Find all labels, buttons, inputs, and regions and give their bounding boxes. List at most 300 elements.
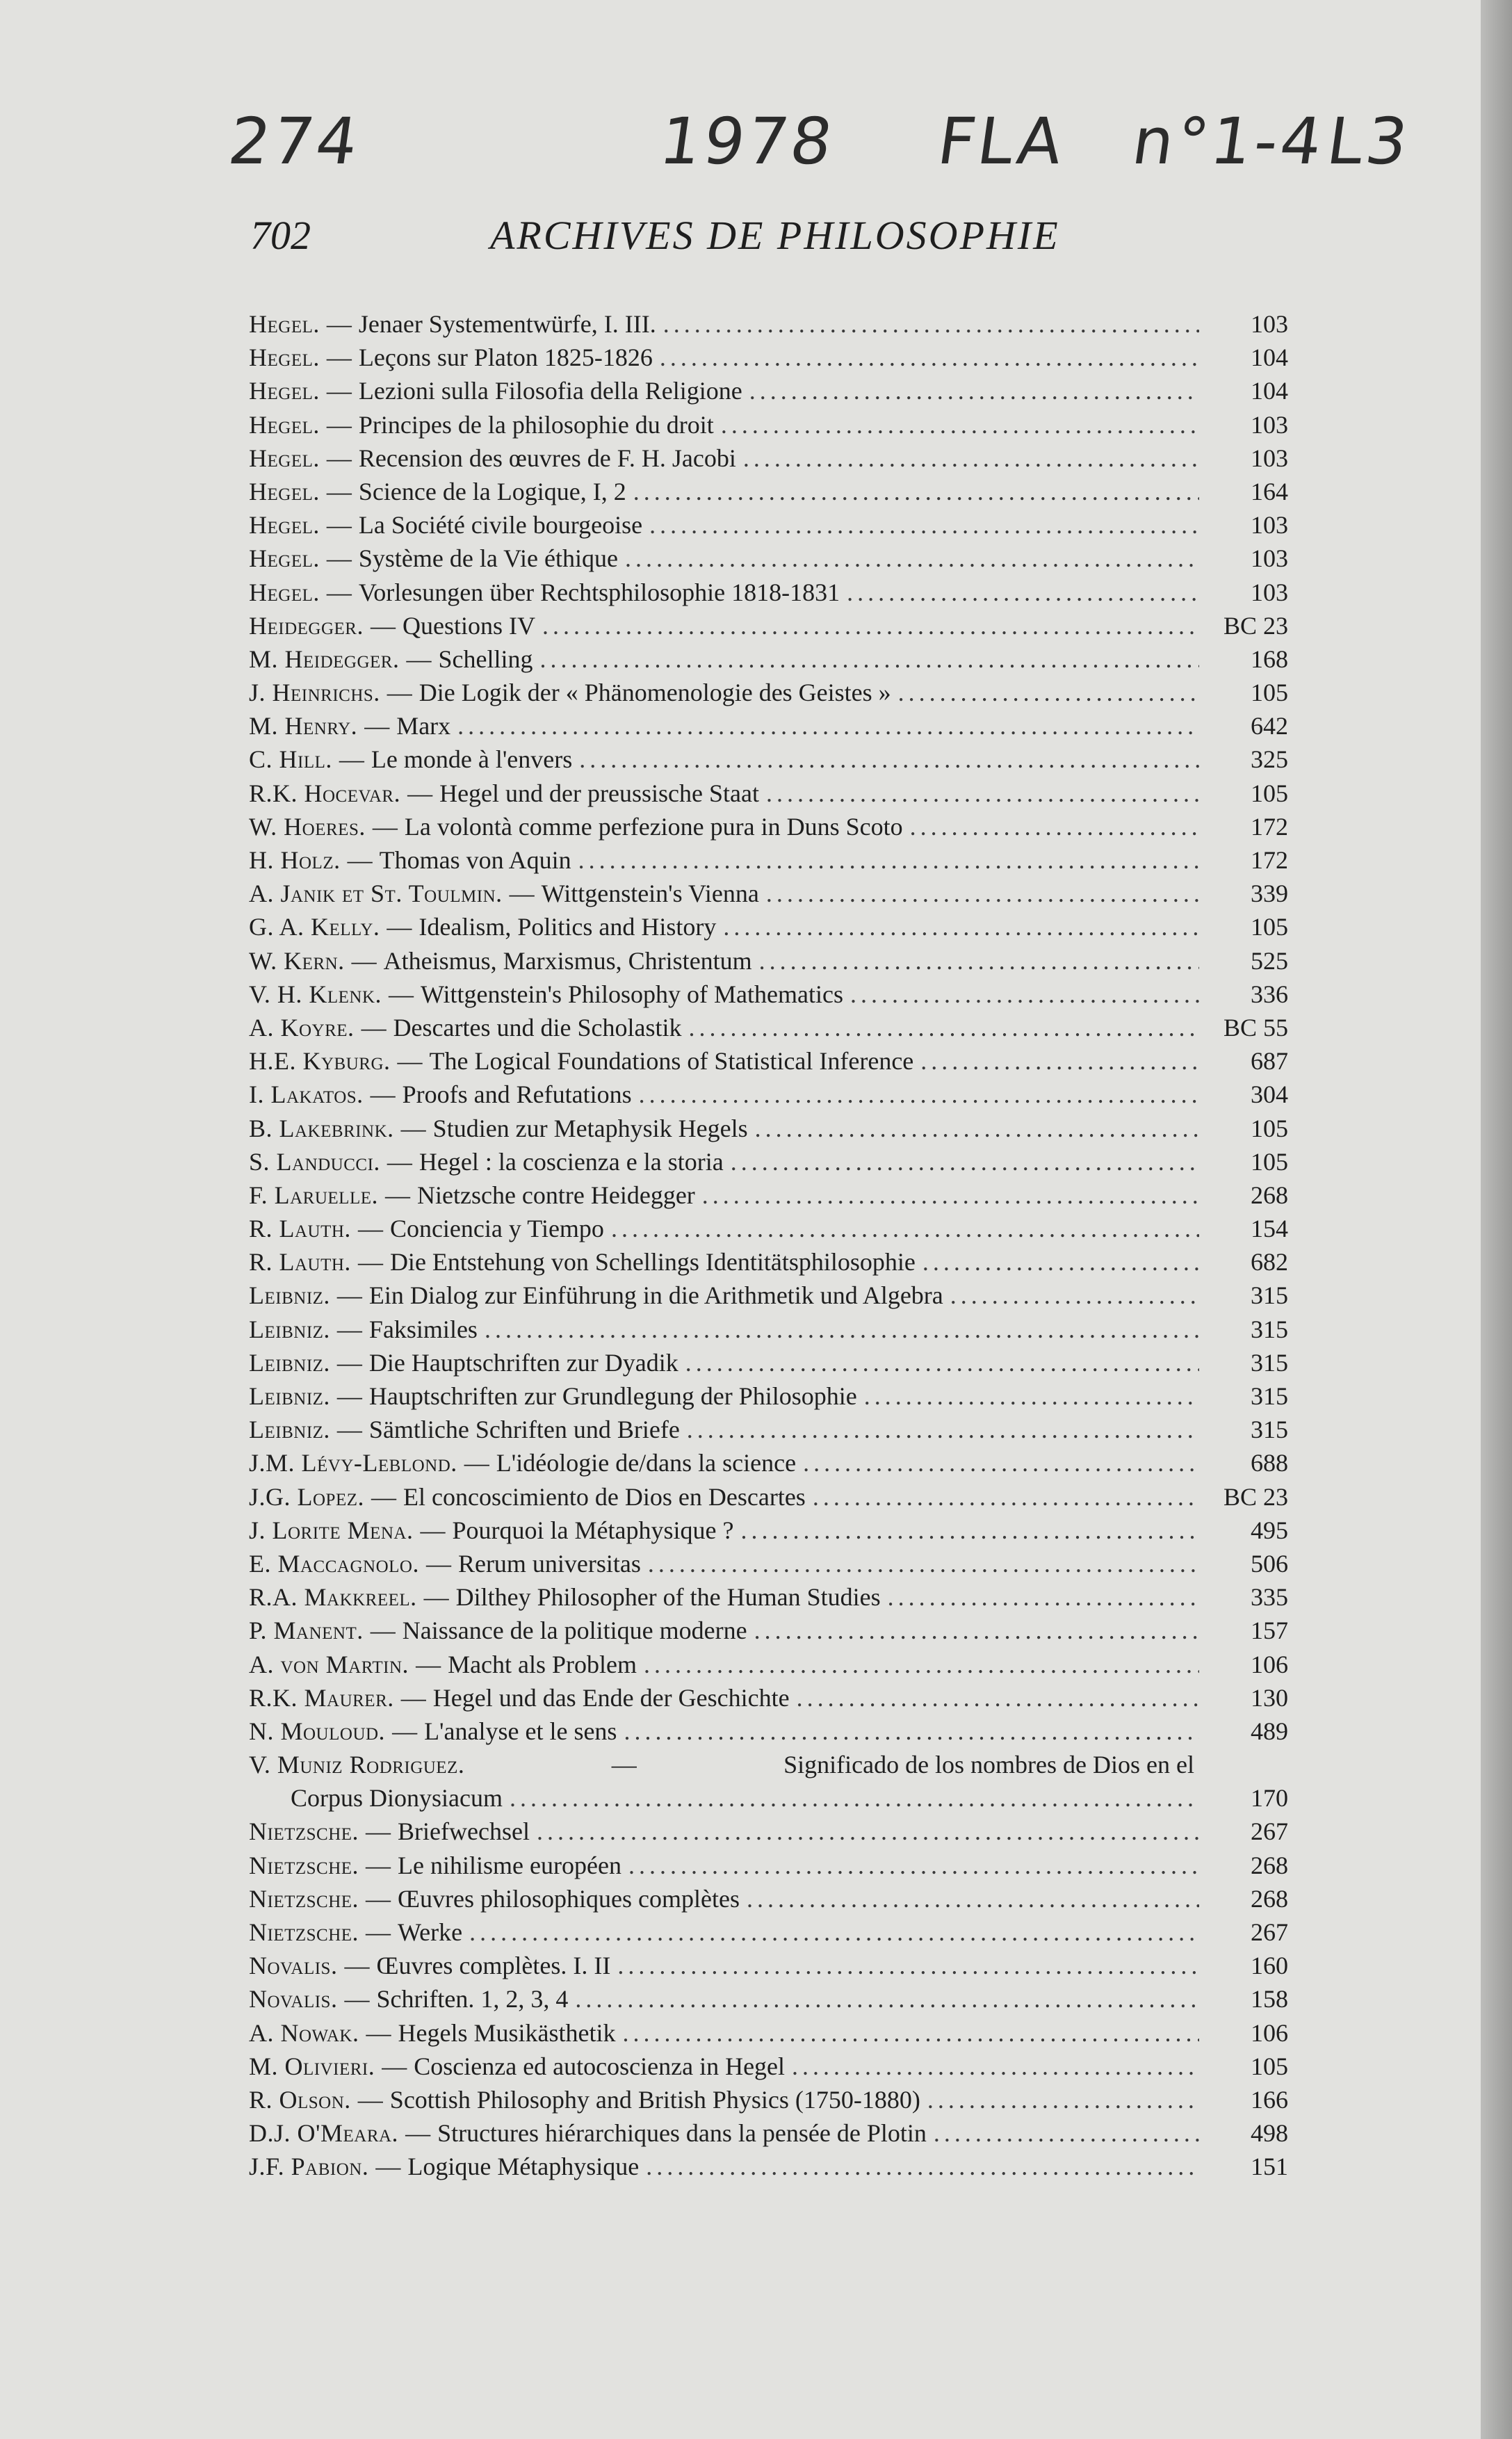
entry-title: Science de la Logique, I, 2 <box>358 477 626 505</box>
entry-author: P. Manent. <box>249 1616 364 1645</box>
entry-title: Lezioni sulla Filosofia della Religione <box>358 377 742 405</box>
entry-dash: — <box>344 1952 370 1980</box>
entry-title: Structures hiérarchiques dans la pensée de Plotin <box>437 2119 927 2148</box>
entry-title: Questions IV <box>402 611 535 640</box>
entry-dash: — <box>357 1248 383 1277</box>
entry-dash: — <box>366 1817 391 1846</box>
entry-page: 105 <box>1251 779 1288 807</box>
entry-leader-dots <box>688 1011 1199 1044</box>
entry-author: E. Maccagnolo. <box>249 1549 419 1578</box>
entry-dash: — <box>387 1147 412 1176</box>
entry-page: 104 <box>1251 343 1288 372</box>
entry-author: I. Lakatos. <box>249 1080 364 1109</box>
entry-dash: — <box>351 946 377 975</box>
entry-author: J.M. Lévy-Leblond. <box>249 1449 457 1477</box>
entry-page: 154 <box>1251 1215 1288 1243</box>
entry-page: 335 <box>1251 1583 1288 1612</box>
index-entry <box>249 1245 1288 1279</box>
entry-leader-dots <box>639 1078 1199 1111</box>
entry-page: 682 <box>1251 1248 1288 1277</box>
handwritten-annotation <box>224 104 1415 181</box>
entry-title: Macht als Problem <box>448 1650 637 1678</box>
index-entry <box>249 843 1288 877</box>
page-edge-shadow <box>1481 0 1512 2439</box>
entry-title: Die Hauptschriften zur Dyadik <box>368 1348 678 1377</box>
index-entry <box>249 1815 1288 1848</box>
index-entry <box>249 1949 1288 1982</box>
entry-leader-dots <box>749 374 1199 407</box>
entry-dash: — <box>361 1013 387 1042</box>
entry-author: Leibniz. <box>249 1348 330 1377</box>
entry-dash: — <box>389 980 414 1008</box>
handwriting-call-number: 274 <box>224 104 366 179</box>
entry-page: 104 <box>1251 377 1288 405</box>
index-entry <box>249 1580 1288 1614</box>
entry-dash: — <box>336 1416 362 1444</box>
entry-page: 268 <box>1251 1884 1288 1913</box>
entry-page: 687 <box>1251 1047 1288 1076</box>
entry-page: 315 <box>1251 1315 1288 1343</box>
entry-dash: — <box>326 410 352 439</box>
entry-author: C. Hill. <box>249 745 332 774</box>
entry-leader-dots <box>803 1446 1199 1480</box>
entry-leader-dots <box>927 2083 1199 2116</box>
entry-author: Novalis. <box>249 1952 338 1980</box>
entry-page: 103 <box>1251 578 1288 606</box>
entry-author: M. Heidegger. <box>249 645 400 673</box>
entry-leader-dots <box>792 2050 1199 2083</box>
entry-author: R.K. Maurer. <box>249 1683 394 1712</box>
entry-dash: — <box>366 1918 391 1946</box>
entry-author: Leibniz. <box>249 1281 330 1310</box>
entry-dash: — <box>336 1382 362 1410</box>
index-entry <box>249 1715 1288 1748</box>
entry-leader-dots <box>628 1849 1199 1882</box>
entry-author: D.J. O'Meara. <box>249 2119 399 2148</box>
entry-page: 489 <box>1251 1717 1288 1745</box>
index-entry <box>249 1044 1288 1078</box>
entry-dash: — <box>336 1281 362 1310</box>
entry-dash: — <box>392 1717 418 1745</box>
index-entry <box>249 1078 1288 1111</box>
entry-dash: — <box>357 1215 383 1243</box>
entry-dash: — <box>370 1616 396 1645</box>
entry-author: W. Hoeres. <box>249 812 366 841</box>
entry-title: Leçons sur Platon 1825-1826 <box>358 343 653 372</box>
entry-dash: — <box>372 812 398 841</box>
entry-page: 103 <box>1251 511 1288 540</box>
entry-leader-dots <box>813 1480 1199 1514</box>
entry-page: 506 <box>1251 1549 1288 1578</box>
entry-title: Hauptschriften zur Grundlegung der Philosophie <box>368 1382 857 1410</box>
index-entry <box>249 1346 1288 1379</box>
index-entry <box>249 910 1288 943</box>
index-entry <box>249 642 1288 676</box>
index-entry <box>249 777 1288 810</box>
entry-author: Hegel. <box>249 377 320 405</box>
entry-dash: — <box>425 1549 451 1578</box>
index-entry <box>249 1379 1288 1413</box>
entry-dash: — <box>387 913 412 941</box>
entry-dash: — <box>371 1482 396 1511</box>
entry-dash: — <box>400 1683 426 1712</box>
index-entry <box>249 2116 1288 2150</box>
index-entry <box>249 1212 1288 1245</box>
index-entry <box>249 1480 1288 1514</box>
entry-title: Die Entstehung von Schellings Identitätsphilosophie <box>389 1248 916 1277</box>
entry-title: Rerum universitas <box>457 1549 641 1578</box>
entry-author: Nietzsche. <box>249 1851 359 1879</box>
index-entry <box>249 2016 1288 2050</box>
entry-author: Leibniz. <box>249 1315 330 1343</box>
entry-title: Jenaer Systementwürfe, I. III. <box>358 310 656 338</box>
entry-title: Œuvres philosophiques complètes <box>398 1884 740 1913</box>
entry-author: H. Holz. <box>249 846 341 874</box>
entry-author: R. Olson. <box>249 2085 351 2114</box>
entry-title: Wittgenstein's Philosophy of Mathematics <box>421 980 843 1008</box>
entry-dash: — <box>400 1114 426 1142</box>
entry-leader-dots <box>611 1212 1199 1245</box>
entry-dash: — <box>406 645 432 673</box>
page-number: 702 <box>250 213 311 258</box>
entry-author: G. A. Kelly. <box>249 913 380 941</box>
entry-page: 268 <box>1251 1181 1288 1209</box>
entry-leader-dots <box>922 1245 1199 1279</box>
entry-author: Hegel. <box>249 578 320 606</box>
index-entry <box>249 1446 1288 1480</box>
entry-page: 495 <box>1251 1516 1288 1544</box>
entry-leader-dots <box>847 576 1199 609</box>
entry-leader-dots <box>754 1614 1199 1647</box>
index-entry <box>249 1648 1288 1681</box>
entry-title: L'analyse et le sens <box>424 1717 617 1745</box>
entry-dash: — <box>385 1181 410 1209</box>
entry-title: Schriften. 1, 2, 3, 4 <box>376 1985 569 2013</box>
entry-leader-dots <box>663 307 1199 341</box>
index-entry <box>249 1279 1288 1312</box>
entry-page: 172 <box>1251 846 1288 874</box>
entry-title: Briefwechsel <box>398 1817 530 1846</box>
entry-leader-dots <box>731 1145 1199 1178</box>
index-entry <box>249 1112 1288 1145</box>
entry-dash: — <box>366 1884 391 1913</box>
entry-page: 267 <box>1251 1918 1288 1946</box>
index-entry <box>249 743 1288 776</box>
entry-title: Marx <box>396 712 451 740</box>
entry-title: Naissance de la politique moderne <box>402 1616 747 1645</box>
handwriting-issue: n°1-4 <box>1128 104 1330 179</box>
index-entry <box>249 1011 1288 1044</box>
entry-leader-dots <box>469 1915 1199 1949</box>
entry-leader-dots <box>934 2116 1199 2150</box>
entry-leader-dots <box>888 1580 1199 1614</box>
entry-dash: — <box>405 2119 431 2148</box>
entry-title: Dilthey Philosopher of the Human Studies <box>455 1583 881 1612</box>
entry-page: 158 <box>1251 1985 1288 2013</box>
handwriting-year: 1978 <box>655 104 840 179</box>
index-entry <box>249 441 1288 475</box>
entry-title: Vorlesungen über Rechtsphilosophie 1818-1831 <box>358 578 840 606</box>
entry-author: V. Muniz Rodriguez. <box>249 1751 465 1779</box>
entry-author: M. Henry. <box>249 712 358 740</box>
entry-title: Werke <box>398 1918 463 1946</box>
page-header <box>250 212 1182 268</box>
entry-author: F. Laruelle. <box>249 1181 378 1209</box>
entry-page: 106 <box>1251 1650 1288 1678</box>
index-entry <box>249 676 1288 709</box>
entry-page: 315 <box>1251 1416 1288 1444</box>
entry-leader-dots <box>537 1815 1199 1848</box>
entry-title: Sämtliche Schriften und Briefe <box>368 1416 680 1444</box>
entry-leader-dots <box>646 2150 1199 2183</box>
entry-leader-dots <box>687 1413 1199 1446</box>
index-entry <box>249 307 1288 341</box>
entry-page: 105 <box>1251 2052 1288 2080</box>
index-entry <box>249 1178 1288 1212</box>
entry-page: 105 <box>1251 679 1288 707</box>
entry-author: Leibniz. <box>249 1416 330 1444</box>
entry-title: Nietzsche contre Heidegger <box>417 1181 695 1209</box>
entry-leader-dots <box>457 709 1199 743</box>
entry-title: Recension des œuvres de F. H. Jacobi <box>358 444 736 472</box>
entry-leader-dots <box>747 1882 1199 1915</box>
entry-page: 170 <box>1251 1784 1288 1813</box>
entry-dash: — <box>344 1985 370 2013</box>
entry-author: R.A. Makkreel. <box>249 1583 417 1612</box>
entry-leader-dots <box>660 341 1199 374</box>
index-entry <box>249 2050 1288 2083</box>
entry-leader-dots <box>485 1313 1199 1346</box>
index-entry <box>249 341 1288 374</box>
entry-dash: — <box>326 578 352 606</box>
index-entry <box>249 508 1288 542</box>
entry-author: Hegel. <box>249 410 320 439</box>
entry-dash: — <box>357 2085 383 2114</box>
entry-title: Schelling <box>438 645 533 673</box>
entry-dash: — <box>336 1315 362 1343</box>
entry-title: Significado de los nombres de Dios en el <box>783 1751 1194 1779</box>
entry-leader-dots <box>743 441 1199 475</box>
entry-title: La Société civile bourgeoise <box>358 511 643 540</box>
entry-leader-dots <box>850 978 1199 1011</box>
entry-dash: — <box>375 2153 401 2181</box>
running-title: ARCHIVES DE PHILOSOPHIE <box>490 213 1060 258</box>
entry-dash: — <box>611 1751 637 1779</box>
entry-page: 267 <box>1251 1817 1288 1846</box>
entry-title: Hegels Musikästhetik <box>398 2018 616 2047</box>
entry-leader-dots <box>766 877 1199 910</box>
entry-leader-dots <box>624 1715 1199 1748</box>
entry-leader-dots <box>578 843 1199 877</box>
index-entry <box>249 1915 1288 1949</box>
entry-page: 315 <box>1251 1348 1288 1377</box>
entry-title: Pourquoi la Métaphysique ? <box>452 1516 734 1544</box>
entry-title: Descartes und die Scholastik <box>393 1013 682 1042</box>
entry-title: Studien zur Metaphysik Hegels <box>432 1114 748 1142</box>
entry-author: Nietzsche. <box>249 1918 359 1946</box>
entry-title: The Logical Foundations of Statistical Inference <box>429 1047 914 1076</box>
index-entry <box>249 1748 1288 1815</box>
entry-author: R. Lauth. <box>249 1215 351 1243</box>
entry-author: Nietzsche. <box>249 1817 359 1846</box>
entry-page: 315 <box>1251 1382 1288 1410</box>
entry-title: Le nihilisme européen <box>398 1851 621 1879</box>
entry-page: 525 <box>1251 946 1288 975</box>
index-entry <box>249 2150 1288 2183</box>
entry-author: Leibniz. <box>249 1382 330 1410</box>
entry-page: 642 <box>1251 712 1288 740</box>
entry-page: 325 <box>1251 745 1288 774</box>
entry-dash: — <box>339 745 364 774</box>
entry-title: Atheismus, Marxismus, Christentum <box>383 946 752 975</box>
entry-author: Hegel. <box>249 511 320 540</box>
entry-dash: — <box>423 1583 449 1612</box>
entry-dash: — <box>326 377 352 405</box>
index-entry <box>249 709 1288 743</box>
entry-title: Ein Dialog zur Einführung in die Arithmetik und Algebra <box>368 1281 943 1310</box>
entry-page: BC 23 <box>1223 1482 1288 1511</box>
entry-leader-dots <box>617 1949 1199 1982</box>
entry-author: Hegel. <box>249 310 320 338</box>
entry-title: Œuvres complètes. I. II <box>376 1952 611 1980</box>
entry-leader-dots <box>766 777 1199 810</box>
entry-title: Le monde à l'envers <box>371 745 573 774</box>
entry-page: 103 <box>1251 310 1288 338</box>
entry-author: R.K. Hocevar. <box>249 779 401 807</box>
entry-title: El concoscimiento de Dios en Descartes <box>403 1482 806 1511</box>
index-entry <box>249 542 1288 575</box>
entry-leader-dots <box>864 1379 1199 1413</box>
entry-author: W. Kern. <box>249 946 345 975</box>
index-entry <box>249 1614 1288 1647</box>
index-entry <box>249 978 1288 1011</box>
index-entry <box>249 1145 1288 1178</box>
entry-leader-dots <box>542 609 1199 642</box>
entry-title: Wittgenstein's Vienna <box>541 880 759 908</box>
entry-page: 103 <box>1251 544 1288 573</box>
index-entry <box>249 2083 1288 2116</box>
entry-author: J.F. Pabion. <box>249 2153 369 2181</box>
entry-page: 339 <box>1251 880 1288 908</box>
entry-leader-dots <box>721 408 1199 441</box>
entry-leader-dots <box>539 642 1199 676</box>
entry-leader-dots <box>579 743 1199 776</box>
entry-leader-dots <box>633 475 1199 508</box>
entry-author: H.E. Kyburg. <box>249 1047 391 1076</box>
entry-first-line-text <box>249 1748 1194 1781</box>
entry-leader-dots <box>702 1178 1199 1212</box>
entry-dash: — <box>387 679 412 707</box>
entry-dash: — <box>397 1047 423 1076</box>
index-entry <box>249 408 1288 441</box>
entry-author: B. Lakebrink. <box>249 1114 394 1142</box>
entry-dash: — <box>364 712 390 740</box>
entry-page: 336 <box>1251 980 1288 1008</box>
entry-dash: — <box>464 1449 489 1477</box>
entry-title: Coscienza ed autocoscienza in Hegel <box>414 2052 786 2080</box>
entry-page: 304 <box>1251 1080 1288 1109</box>
entry-author: Hegel. <box>249 477 320 505</box>
entry-author: N. Mouloud. <box>249 1717 386 1745</box>
entry-title: Logique Métaphysique <box>407 2153 640 2181</box>
entry-author: A. Koyre. <box>249 1013 355 1042</box>
entry-title: Hegel und das Ende der Geschichte <box>432 1683 790 1712</box>
entry-page: 688 <box>1251 1449 1288 1477</box>
entry-page: 172 <box>1251 812 1288 841</box>
entry-title: Scottish Philosophy and British Physics (1750-1880) <box>389 2085 920 2114</box>
entry-dash: — <box>326 544 352 573</box>
entry-leader-dots <box>920 1044 1199 1078</box>
entry-author: Hegel. <box>249 544 320 573</box>
entry-dash: — <box>336 1348 362 1377</box>
entry-page: 315 <box>1251 1281 1288 1310</box>
entry-author: A. Janik et St. Toulmin. <box>249 880 503 908</box>
entry-dash: — <box>382 2052 407 2080</box>
entry-leader-dots <box>648 1547 1199 1580</box>
index-entry <box>249 1982 1288 2016</box>
entry-leader-dots <box>797 1681 1199 1715</box>
entry-dash: — <box>326 310 352 338</box>
index-entry <box>249 374 1288 407</box>
entry-page: 168 <box>1251 645 1288 673</box>
entry-dash: — <box>509 880 535 908</box>
entry-title: Die Logik der « Phänomenologie des Geistes » <box>418 679 891 707</box>
entry-page: 498 <box>1251 2119 1288 2148</box>
index-entry <box>249 944 1288 978</box>
entry-author: R. Lauth. <box>249 1248 351 1277</box>
index-entry <box>249 1882 1288 1915</box>
entry-first-line <box>249 1748 1288 1781</box>
entry-title: Hegel : la coscienza e la storia <box>418 1147 724 1176</box>
handwriting-shelf: L3 <box>1322 104 1415 179</box>
entry-page: 166 <box>1251 2085 1288 2114</box>
entry-author: S. Landucci. <box>249 1147 380 1176</box>
entry-leader-dots <box>575 1982 1199 2016</box>
entry-title: Conciencia y Tiempo <box>389 1215 604 1243</box>
entry-author: J.G. Lopez. <box>249 1482 364 1511</box>
index-entry <box>249 877 1288 910</box>
entry-page: BC 23 <box>1223 611 1288 640</box>
entry-author: A. Nowak. <box>249 2018 359 2047</box>
entry-title: Idealism, Politics and History <box>418 913 717 941</box>
entry-continuation-line <box>249 1781 1288 1815</box>
index-entry <box>249 810 1288 843</box>
entry-page: 160 <box>1251 1952 1288 1980</box>
entry-leader-dots <box>759 944 1199 978</box>
entry-leader-dots <box>910 810 1199 843</box>
entry-page: 105 <box>1251 1147 1288 1176</box>
entry-title: Thomas von Aquin <box>379 846 571 874</box>
entry-dash: — <box>370 611 396 640</box>
index-entry <box>249 609 1288 642</box>
index-entry <box>249 1313 1288 1346</box>
entry-author: V. H. Klenk. <box>249 980 382 1008</box>
entry-dash: — <box>416 1650 441 1678</box>
entry-author: J. Lorite Mena. <box>249 1516 414 1544</box>
entry-dash: — <box>366 2018 391 2047</box>
entry-dash: — <box>326 511 352 540</box>
entry-page: BC 55 <box>1223 1013 1288 1042</box>
entry-dash: — <box>420 1516 446 1544</box>
entry-dash: — <box>407 779 433 807</box>
entry-title: Principes de la philosophie du droit <box>358 410 714 439</box>
entry-page: 103 <box>1251 410 1288 439</box>
entry-page: 106 <box>1251 2018 1288 2047</box>
entry-title: Proofs and Refutations <box>402 1080 632 1109</box>
entry-author: Novalis. <box>249 1985 338 2013</box>
entry-leader-dots <box>755 1112 1199 1145</box>
entry-leader-dots <box>510 1781 1199 1815</box>
